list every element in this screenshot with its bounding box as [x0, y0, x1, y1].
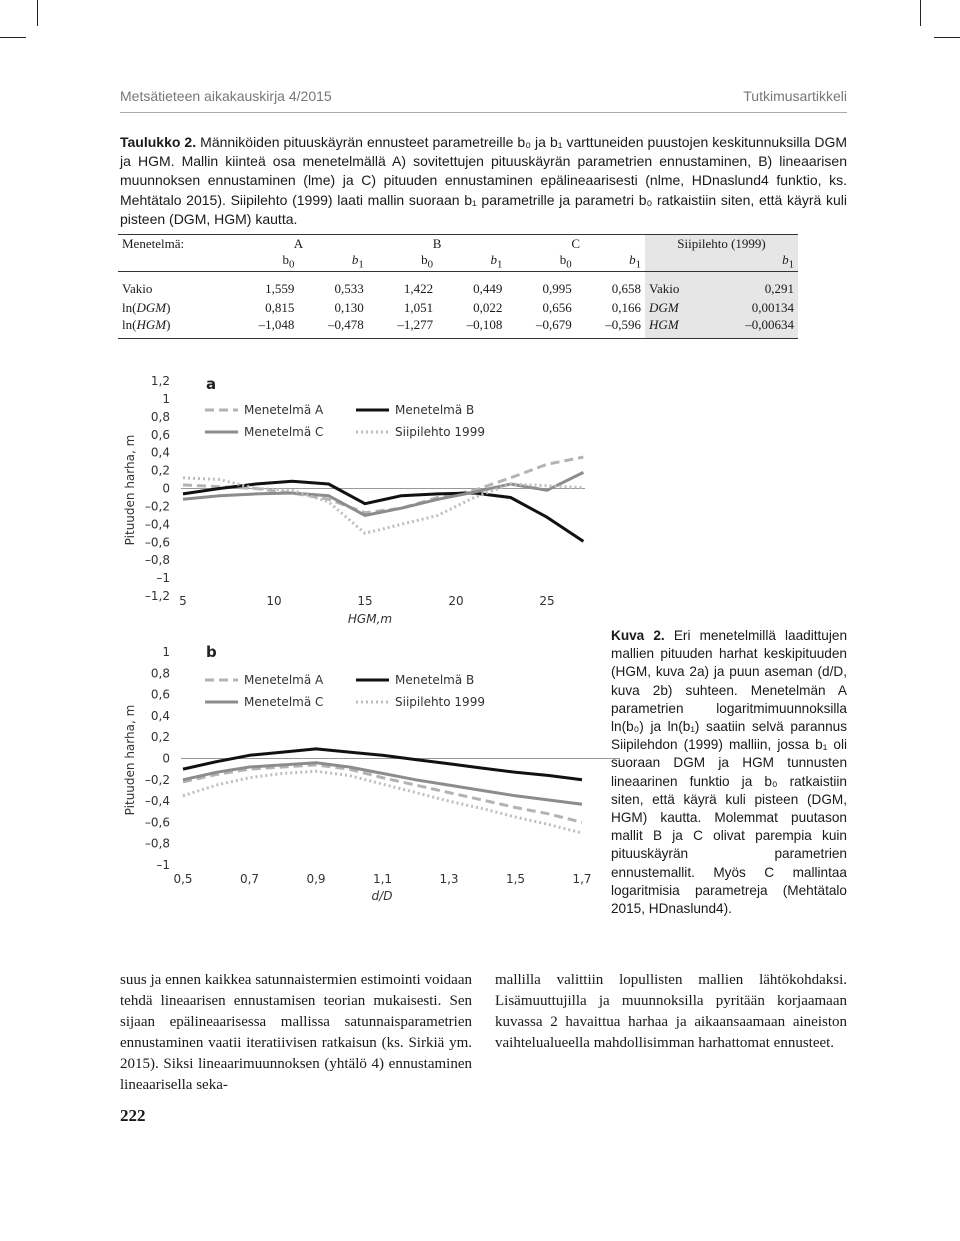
y-tick-label: 0,6 [150, 427, 170, 442]
legend-label: Menetelmä C [244, 425, 324, 439]
section-name: Tutkimusartikkeli [743, 88, 847, 104]
table-cell: 0,533 [334, 280, 364, 296]
y-tick-label: 0 [162, 751, 170, 766]
group-b: B [368, 235, 507, 253]
y-tick-label: –0,4 [144, 794, 170, 809]
table-cell: 1,051 [403, 300, 434, 316]
table-cell: HGM [645, 317, 707, 339]
body-text-right: mallilla valittiin lopullisten mallien lähtökohdaksi. Lisämuuttujilla ja muunnoksilla pyritään korjaamaan kuvassa 2 havaittua harhaa ja aikaansaamaan aineiston vaihtelualueella mahdollisimman harhattomat ennusteet. [495, 972, 847, 1051]
sub-b1: $b_1$ [576, 252, 645, 271]
sub-b1: $b_1$ [437, 252, 506, 271]
table-cell: 0,658 [611, 280, 642, 296]
sub-b0: $b_0$ [506, 252, 575, 271]
sub-b0: $b_0$ [229, 252, 298, 271]
table-cell: 0,00134 [707, 300, 798, 317]
journal-name: Metsätieteen aikakauskirja 4/2015 [120, 88, 332, 104]
table-cell: –0,596 [576, 317, 645, 339]
y-tick-label: –0,8 [144, 553, 170, 568]
table-cell: Vakio [645, 271, 707, 300]
series-line-3 [183, 763, 582, 805]
figure-caption [611, 627, 847, 918]
row-label: Vakio [122, 280, 153, 296]
x-tick-label: 5 [179, 594, 187, 608]
table-caption-label: Taulukko 2. [120, 134, 197, 150]
y-tick-label: 0,2 [150, 463, 170, 478]
table-cell: 0,166 [611, 300, 642, 316]
y-tick-label: –0,4 [144, 517, 170, 532]
x-tick-label: 1,5 [505, 872, 526, 886]
x-tick-label: 15 [357, 594, 373, 608]
table-cell: –0,679 [506, 317, 575, 339]
table-cell: –1,277 [368, 317, 437, 339]
x-tick-label: 10 [266, 594, 282, 608]
series-line-4 [183, 771, 582, 833]
table-cell: 0,656 [542, 300, 572, 316]
y-tick-label: 0,4 [150, 708, 170, 723]
legend-label: Siipilehto 1999 [395, 425, 485, 439]
y-tick-label: –0,6 [144, 535, 170, 550]
y-tick-label: 1,2 [150, 374, 170, 388]
panel-label: a [206, 375, 217, 393]
group-c: C [506, 235, 645, 253]
legend-label: Menetelmä B [395, 403, 475, 417]
legend-label: Siipilehto 1999 [395, 695, 485, 709]
y-tick-label: 1 [162, 645, 170, 659]
y-tick-label: –0,8 [144, 836, 170, 851]
y-axis-label: Pituuden harha, m [123, 434, 137, 546]
y-tick-label: –0,2 [144, 499, 170, 514]
x-tick-label: 1,3 [439, 872, 459, 886]
y-tick-label: –0,2 [144, 772, 170, 787]
table-cell: 1,559 [265, 280, 295, 296]
legend-label: Menetelmä A [244, 403, 324, 417]
y-tick-label: –1,2 [144, 589, 170, 603]
y-tick-label: –0,6 [144, 815, 170, 830]
x-axis-label: d/D [371, 889, 393, 903]
table-cell: –0,00634 [707, 317, 798, 339]
y-tick-label: 0,4 [150, 445, 170, 460]
y-tick-label: –1 [156, 571, 170, 586]
y-tick-label: 0,2 [150, 730, 170, 745]
x-tick-label: 0,7 [239, 872, 260, 886]
y-axis-label: Pituuden harha, m [123, 704, 137, 816]
y-tick-label: 0,8 [150, 409, 170, 424]
legend-label: Menetelmä A [244, 673, 324, 687]
figure-caption-text: Eri menetelmillä laadittujen mallien pituuden harhat keskipituuden (HGM, kuva 2a) ja puun aseman (d/D, kuva 2b) suhteen. Menetelmän A parametrien logaritmimuunnoksilla ln(b₀) ja ln(b₁) saatiin selvä parannus Siipilehdon (1999) malliin, jossa b₁ oli suoraan DGM ja HGM tunnusten lineaarinen funktio ja b₀ ratkaistiin siten, että käyrä kuli pisteen (DGM, HGM) kautta. Molemmat puutason mallit B ja C olivat parempia kuin pituuskäyrän parametrien ennustemallit. Myös C mallintaa logaritmisia parametreja (Mehtätalo 2015, HDnaslund4). [611, 628, 848, 917]
legend-label: Menetelmä C [244, 695, 324, 709]
table-cell: 0,449 [473, 280, 503, 296]
y-tick-label: –1 [156, 858, 170, 872]
table-cell: 0,995 [542, 280, 572, 296]
sub-b0: $b_0$ [368, 252, 437, 271]
body-text-left: suus ja ennen kaikkea satunnaistermien estimointi voidaan tehdä lineaarisen ennustamisen teorian mukaisesti. Sen sijaan epälineaarisessa mallissa satunnaisparametrien ennustaminen vaatii iteratiivisen ratkaisun (ks. Sirkiä ym. 2015). Siksi lineaarimuunnoksen (yhtälö 4) ennustaminen lineaarisella seka- [120, 972, 472, 1093]
table-cell: –0,478 [298, 317, 367, 339]
table-cell: 0,815 [265, 300, 295, 316]
x-tick-label: 1,7 [572, 872, 592, 886]
group-a: A [229, 235, 368, 253]
table-cell: –1,048 [229, 317, 298, 339]
y-tick-label: 0 [162, 481, 170, 496]
panel-label: b [206, 643, 217, 661]
legend-label: Menetelmä B [395, 673, 475, 687]
table-cell: 0,130 [334, 300, 364, 316]
x-axis-label: HGM,m [347, 612, 393, 626]
x-tick-label: 25 [539, 594, 555, 608]
y-tick-label: 0,6 [150, 687, 170, 702]
table-cell: DGM [645, 300, 707, 317]
table-cell: 0,291 [707, 271, 798, 300]
table-cell: 1,422 [403, 280, 434, 296]
x-tick-label: 0,9 [306, 872, 326, 886]
table-cell: –0,108 [437, 317, 506, 339]
sub-b1: $b_1$ [298, 252, 367, 271]
row-label: ln(DGM) [122, 300, 171, 316]
table-cell: 0,022 [473, 300, 503, 316]
row-label: ln(HGM) [118, 317, 229, 339]
y-tick-label: 0,8 [150, 666, 170, 681]
series-line-2 [183, 749, 582, 780]
x-tick-label: 0,5 [173, 872, 193, 886]
table-caption-text: Männiköiden pituuskäyrän ennusteet parametreille b₀ ja b₁ varttuneiden puustojen keskitunnuksilla DGM ja HGM. Mallin kiinteä osa menetelmällä A) sovitettujen pituuskäyrän parametrien ennustaminen, B) lineaarisen muunnoksen ennustaminen (lme) ja C) pituuden ennustaminen epälineaarisesti (nlme, HDnaslund4 funktio, ks. Mehtätalo 2015). Siipilehto (1999) laati mallin suoraan b₁ parametrille ja parametri b₀ ratkaistiin siten, että käyrä kuli pisteen (DGM, HGM) kautta. [120, 134, 848, 227]
x-tick-label: 1,1 [372, 872, 393, 886]
group-siipilehto: Siipilehto (1999) [645, 235, 798, 253]
x-tick-label: 20 [448, 594, 464, 608]
sub-b1: $b_1$ [707, 252, 798, 271]
method-label: Menetelmä: [118, 235, 229, 253]
page-number: 222 [120, 1106, 146, 1125]
y-tick-label: 1 [162, 391, 170, 406]
figure-caption-label: Kuva 2. [611, 628, 665, 643]
